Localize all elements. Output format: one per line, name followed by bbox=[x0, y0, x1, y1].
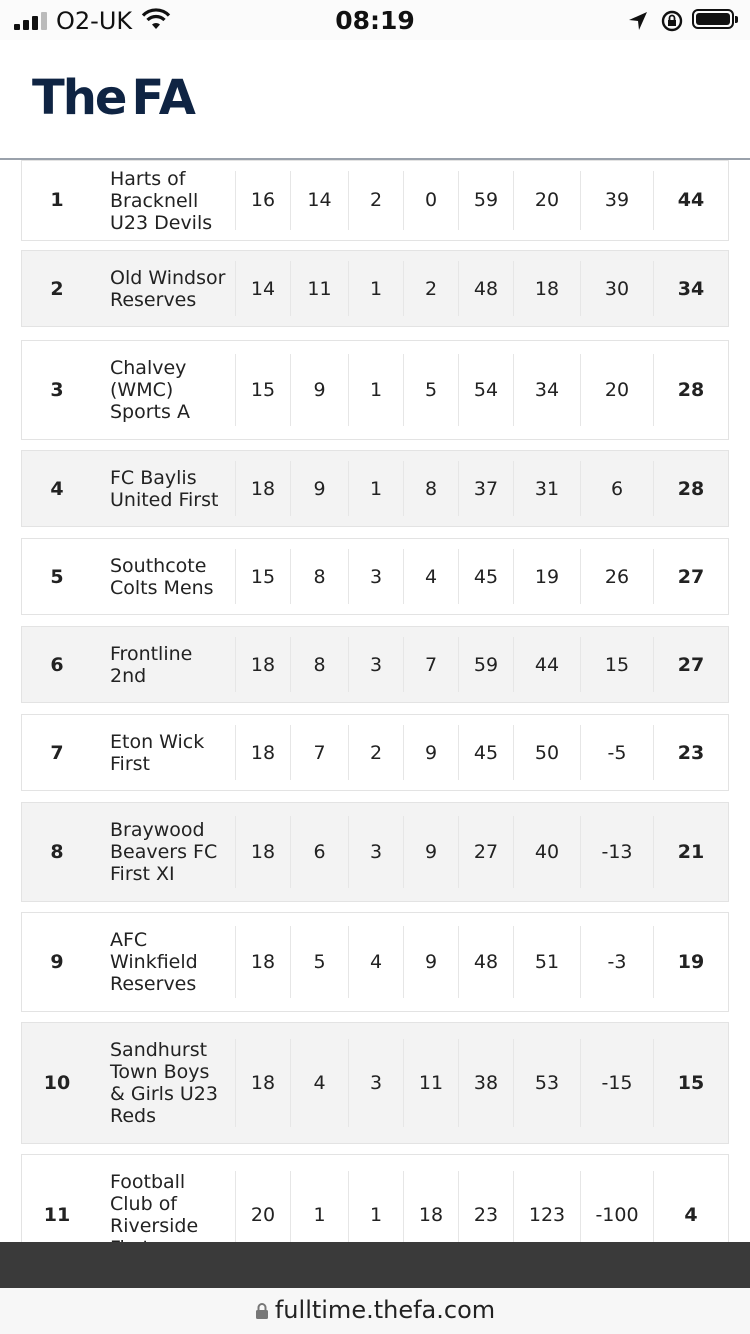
drawn-cell: 3 bbox=[349, 549, 404, 605]
goals-against-cell: 34 bbox=[514, 354, 581, 427]
goals-against-cell: 53 bbox=[514, 1039, 581, 1128]
team-name-line: Harts of bbox=[110, 167, 186, 190]
table-row bbox=[21, 802, 729, 902]
won-cell: 7 bbox=[291, 725, 349, 781]
won-cell: 8 bbox=[291, 549, 349, 605]
lost-cell: 18 bbox=[404, 1171, 459, 1260]
team-name-line: AFC bbox=[110, 928, 148, 951]
table-row bbox=[21, 340, 729, 440]
points-cell: 27 bbox=[677, 653, 705, 676]
team-name-line: Old Windsor bbox=[110, 266, 226, 289]
played-cell: 15 bbox=[236, 354, 291, 427]
position-cell: 6 bbox=[50, 653, 64, 676]
drawn-cell: 1 bbox=[349, 354, 404, 427]
team-name-line: First bbox=[110, 752, 150, 775]
team-name-line: Reserves bbox=[110, 288, 197, 311]
goals-against-cell: 123 bbox=[514, 1171, 581, 1260]
team-name-line: Eton Wick bbox=[110, 730, 205, 753]
url-text: fulltime.thefa.com bbox=[274, 1296, 496, 1324]
lost-cell: 4 bbox=[404, 549, 459, 605]
table-row bbox=[21, 714, 729, 791]
lost-cell: 8 bbox=[404, 461, 459, 517]
team-name-cell[interactable] bbox=[92, 816, 236, 889]
lost-cell: 11 bbox=[404, 1039, 459, 1128]
goals-for-cell: 59 bbox=[459, 637, 514, 693]
battery-icon bbox=[692, 9, 734, 29]
team-name-line: 2nd bbox=[110, 664, 147, 687]
logo-fa: FA bbox=[131, 70, 196, 126]
padlock-icon bbox=[255, 1302, 269, 1320]
position-cell: 11 bbox=[43, 1203, 71, 1226]
position-cell: 3 bbox=[50, 378, 64, 401]
goal-difference-cell: 20 bbox=[581, 354, 654, 427]
league-table bbox=[0, 160, 750, 1242]
goal-difference-cell: 15 bbox=[581, 637, 654, 693]
goals-against-cell: 50 bbox=[514, 725, 581, 781]
status-bar bbox=[0, 0, 750, 41]
team-name-line: Sandhurst bbox=[110, 1038, 208, 1061]
goals-for-cell: 48 bbox=[459, 261, 514, 317]
position-cell: 2 bbox=[50, 277, 64, 300]
points-cell: 27 bbox=[677, 565, 705, 588]
drawn-cell: 1 bbox=[349, 261, 404, 317]
won-cell: 5 bbox=[291, 926, 349, 999]
team-name-line: Colts Mens bbox=[110, 576, 214, 599]
thefa-logo[interactable] bbox=[32, 70, 196, 126]
goals-against-cell: 20 bbox=[514, 171, 581, 229]
lost-cell: 2 bbox=[404, 261, 459, 317]
points-cell: 19 bbox=[677, 950, 705, 973]
goals-for-cell: 45 bbox=[459, 549, 514, 605]
team-name-line: (WMC) bbox=[110, 378, 174, 401]
goals-against-cell: 31 bbox=[514, 461, 581, 517]
team-name-cell[interactable] bbox=[92, 549, 236, 605]
won-cell: 4 bbox=[291, 1039, 349, 1128]
table-row bbox=[21, 160, 729, 241]
points-cell: 15 bbox=[677, 1071, 705, 1094]
goals-for-cell: 38 bbox=[459, 1039, 514, 1128]
played-cell: 15 bbox=[236, 549, 291, 605]
team-name-line: Chalvey bbox=[110, 356, 187, 379]
team-name-line: United First bbox=[110, 488, 219, 511]
url-display[interactable] bbox=[0, 1296, 750, 1324]
team-name-line: & Girls U23 bbox=[110, 1082, 218, 1105]
team-name-line: Reserves bbox=[110, 972, 197, 995]
location-arrow-icon bbox=[627, 10, 649, 32]
goals-against-cell: 19 bbox=[514, 549, 581, 605]
goals-against-cell: 18 bbox=[514, 261, 581, 317]
played-cell: 18 bbox=[236, 637, 291, 693]
team-name-line: Town Boys bbox=[110, 1060, 210, 1083]
won-cell: 9 bbox=[291, 354, 349, 427]
won-cell: 1 bbox=[291, 1171, 349, 1260]
table-row bbox=[21, 1022, 729, 1144]
goal-difference-cell: -5 bbox=[581, 725, 654, 781]
team-name-line: U23 Devils bbox=[110, 211, 213, 234]
played-cell: 14 bbox=[236, 261, 291, 317]
won-cell: 8 bbox=[291, 637, 349, 693]
drawn-cell: 4 bbox=[349, 926, 404, 999]
team-name-line: Braywood bbox=[110, 818, 205, 841]
played-cell: 20 bbox=[236, 1171, 291, 1260]
goals-for-cell: 45 bbox=[459, 725, 514, 781]
team-name-cell[interactable] bbox=[92, 637, 236, 693]
site-header bbox=[0, 40, 750, 160]
team-name-line: Winkfield bbox=[110, 950, 198, 973]
drawn-cell: 2 bbox=[349, 725, 404, 781]
position-cell: 5 bbox=[50, 565, 64, 588]
team-name-cell[interactable] bbox=[92, 354, 236, 427]
drawn-cell: 3 bbox=[349, 816, 404, 889]
played-cell: 18 bbox=[236, 461, 291, 517]
lost-cell: 5 bbox=[404, 354, 459, 427]
drawn-cell: 1 bbox=[349, 461, 404, 517]
browser-toolbar bbox=[0, 1242, 750, 1288]
logo-the: The bbox=[32, 70, 126, 126]
position-cell: 4 bbox=[50, 477, 64, 500]
lost-cell: 9 bbox=[404, 926, 459, 999]
position-cell: 1 bbox=[50, 189, 64, 212]
played-cell: 16 bbox=[236, 171, 291, 229]
played-cell: 18 bbox=[236, 926, 291, 999]
goals-for-cell: 59 bbox=[459, 171, 514, 229]
team-name-line: Beavers FC bbox=[110, 840, 218, 863]
played-cell: 18 bbox=[236, 1039, 291, 1128]
goal-difference-cell: -13 bbox=[581, 816, 654, 889]
points-cell: 23 bbox=[677, 741, 705, 764]
lost-cell: 9 bbox=[404, 725, 459, 781]
team-name-line: Football bbox=[110, 1170, 186, 1193]
team-name-cell[interactable] bbox=[92, 926, 236, 999]
table-row bbox=[21, 250, 729, 327]
team-name-cell[interactable] bbox=[92, 167, 236, 234]
team-name-cell[interactable] bbox=[92, 461, 236, 517]
won-cell: 9 bbox=[291, 461, 349, 517]
goals-against-cell: 44 bbox=[514, 637, 581, 693]
goal-difference-cell: 30 bbox=[581, 261, 654, 317]
drawn-cell: 1 bbox=[349, 1171, 404, 1260]
goal-difference-cell: 39 bbox=[581, 171, 654, 229]
points-cell: 21 bbox=[677, 840, 705, 863]
team-name-line: Riverside bbox=[110, 1214, 199, 1237]
drawn-cell: 2 bbox=[349, 171, 404, 229]
position-cell: 8 bbox=[50, 840, 64, 863]
points-cell: 28 bbox=[677, 378, 705, 401]
team-name-line: Frontline bbox=[110, 642, 193, 665]
points-cell: 28 bbox=[677, 477, 705, 500]
points-cell: 34 bbox=[677, 277, 705, 300]
team-name-line: Sports A bbox=[110, 400, 190, 423]
lost-cell: 9 bbox=[404, 816, 459, 889]
position-cell: 10 bbox=[43, 1071, 71, 1094]
lost-cell: 0 bbox=[404, 171, 459, 229]
team-name-cell[interactable] bbox=[92, 725, 236, 781]
table-row bbox=[21, 450, 729, 527]
won-cell: 6 bbox=[291, 816, 349, 889]
drawn-cell: 3 bbox=[349, 637, 404, 693]
position-cell: 9 bbox=[50, 950, 64, 973]
goal-difference-cell: 26 bbox=[581, 549, 654, 605]
goals-for-cell: 27 bbox=[459, 816, 514, 889]
team-name-line: Southcote bbox=[110, 554, 207, 577]
team-name-line: First XI bbox=[110, 862, 175, 885]
team-name-line: Club of bbox=[110, 1192, 178, 1215]
team-name-cell[interactable] bbox=[92, 261, 236, 317]
lost-cell: 7 bbox=[404, 637, 459, 693]
goals-for-cell: 54 bbox=[459, 354, 514, 427]
goal-difference-cell: 6 bbox=[581, 461, 654, 517]
table-row bbox=[21, 626, 729, 703]
played-cell: 18 bbox=[236, 816, 291, 889]
position-cell: 7 bbox=[50, 741, 64, 764]
url-bar[interactable] bbox=[0, 1288, 750, 1334]
played-cell: 18 bbox=[236, 725, 291, 781]
goals-for-cell: 37 bbox=[459, 461, 514, 517]
carrier-name: O2-UK bbox=[56, 7, 133, 35]
table-row bbox=[21, 912, 729, 1012]
goal-difference-cell: -3 bbox=[581, 926, 654, 999]
drawn-cell: 3 bbox=[349, 1039, 404, 1128]
won-cell: 14 bbox=[291, 171, 349, 229]
goals-for-cell: 48 bbox=[459, 926, 514, 999]
team-name-line: Bracknell bbox=[110, 189, 199, 212]
goal-difference-cell: -100 bbox=[581, 1171, 654, 1260]
won-cell: 11 bbox=[291, 261, 349, 317]
status-time: 08:19 bbox=[335, 6, 415, 35]
team-name-cell[interactable] bbox=[92, 1039, 236, 1128]
goals-against-cell: 51 bbox=[514, 926, 581, 999]
goals-for-cell: 23 bbox=[459, 1171, 514, 1260]
team-name-line: Reds bbox=[110, 1104, 156, 1127]
rotation-lock-icon bbox=[660, 9, 684, 33]
points-cell: 4 bbox=[684, 1203, 698, 1226]
goal-difference-cell: -15 bbox=[581, 1039, 654, 1128]
points-cell: 44 bbox=[677, 189, 705, 212]
table-row bbox=[21, 538, 729, 615]
team-name-line: FC Baylis bbox=[110, 466, 197, 489]
goals-against-cell: 40 bbox=[514, 816, 581, 889]
